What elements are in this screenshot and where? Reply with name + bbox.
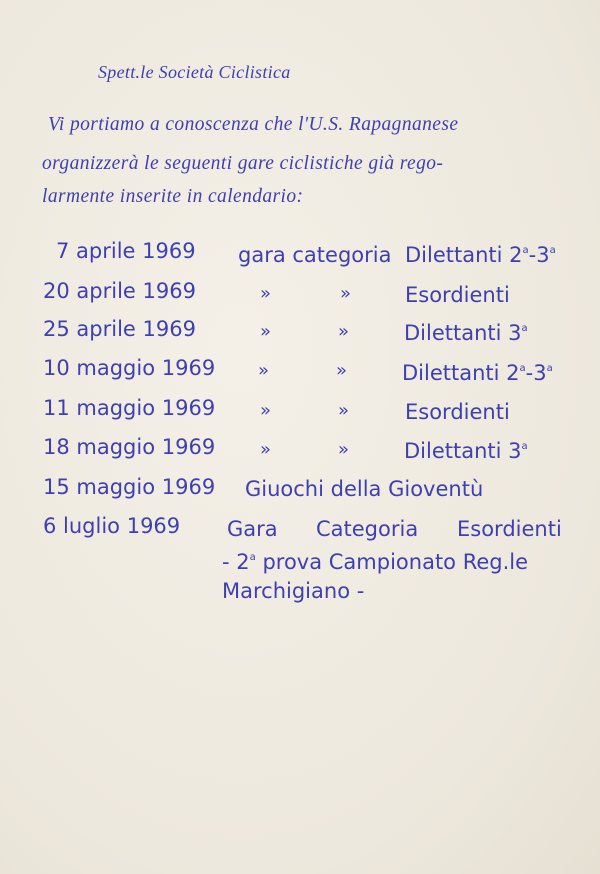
salutation: Spett.le Società Ciclistica xyxy=(98,62,291,82)
schedule-event: Giuochi della Gioventù xyxy=(245,477,484,501)
schedule-date: 20 aprile 1969 xyxy=(43,279,196,303)
schedule-date: 15 maggio 1969 xyxy=(43,475,216,499)
ditto-mark: » xyxy=(338,439,350,460)
schedule-category: Dilettanti 2$^a$-3$^a$ xyxy=(402,361,553,385)
schedule-word: Gara xyxy=(227,517,278,541)
schedule-race-type: gara categoria xyxy=(238,243,392,267)
ditto-mark: » xyxy=(260,321,272,342)
schedule-category: Dilettanti 2$^a$-3$^a$ xyxy=(405,243,556,267)
ditto-mark: » xyxy=(340,283,352,304)
schedule-category: Esordienti xyxy=(405,400,510,424)
schedule-date: 11 maggio 1969 xyxy=(43,396,216,420)
ditto-mark: » xyxy=(260,283,272,304)
schedule-date: 25 aprile 1969 xyxy=(43,317,196,341)
intro-line-1: Vi portiamo a conoscenza che l'U.S. Rapagnanese xyxy=(48,114,459,135)
ditto-mark: » xyxy=(338,400,350,421)
intro-line-2: organizzerà le seguenti gare ciclistiche già rego- xyxy=(42,153,444,174)
schedule-category: Dilettanti 3$^a$ xyxy=(404,439,528,463)
schedule-date: 18 maggio 1969 xyxy=(43,435,216,459)
schedule-date: 7 aprile 1969 xyxy=(56,239,196,263)
ditto-mark: » xyxy=(260,400,272,421)
ditto-mark: » xyxy=(258,360,270,381)
schedule-date: 10 maggio 1969 xyxy=(43,356,216,380)
schedule-word: Categoria xyxy=(316,517,419,541)
schedule-continuation: Marchigiano - xyxy=(222,579,365,603)
ditto-mark: » xyxy=(260,439,272,460)
intro-line-3: larmente inserite in calendario: xyxy=(42,186,304,207)
schedule-category: Esordienti xyxy=(405,283,510,307)
schedule-word: Esordienti xyxy=(457,517,562,541)
schedule-category: Dilettanti 3$^a$ xyxy=(404,321,528,345)
schedule-date: 6 luglio 1969 xyxy=(43,514,181,538)
ditto-mark: » xyxy=(338,321,350,342)
schedule-continuation: - 2$^a$ prova Campionato Reg.le xyxy=(222,550,529,574)
ditto-mark: » xyxy=(336,360,348,381)
